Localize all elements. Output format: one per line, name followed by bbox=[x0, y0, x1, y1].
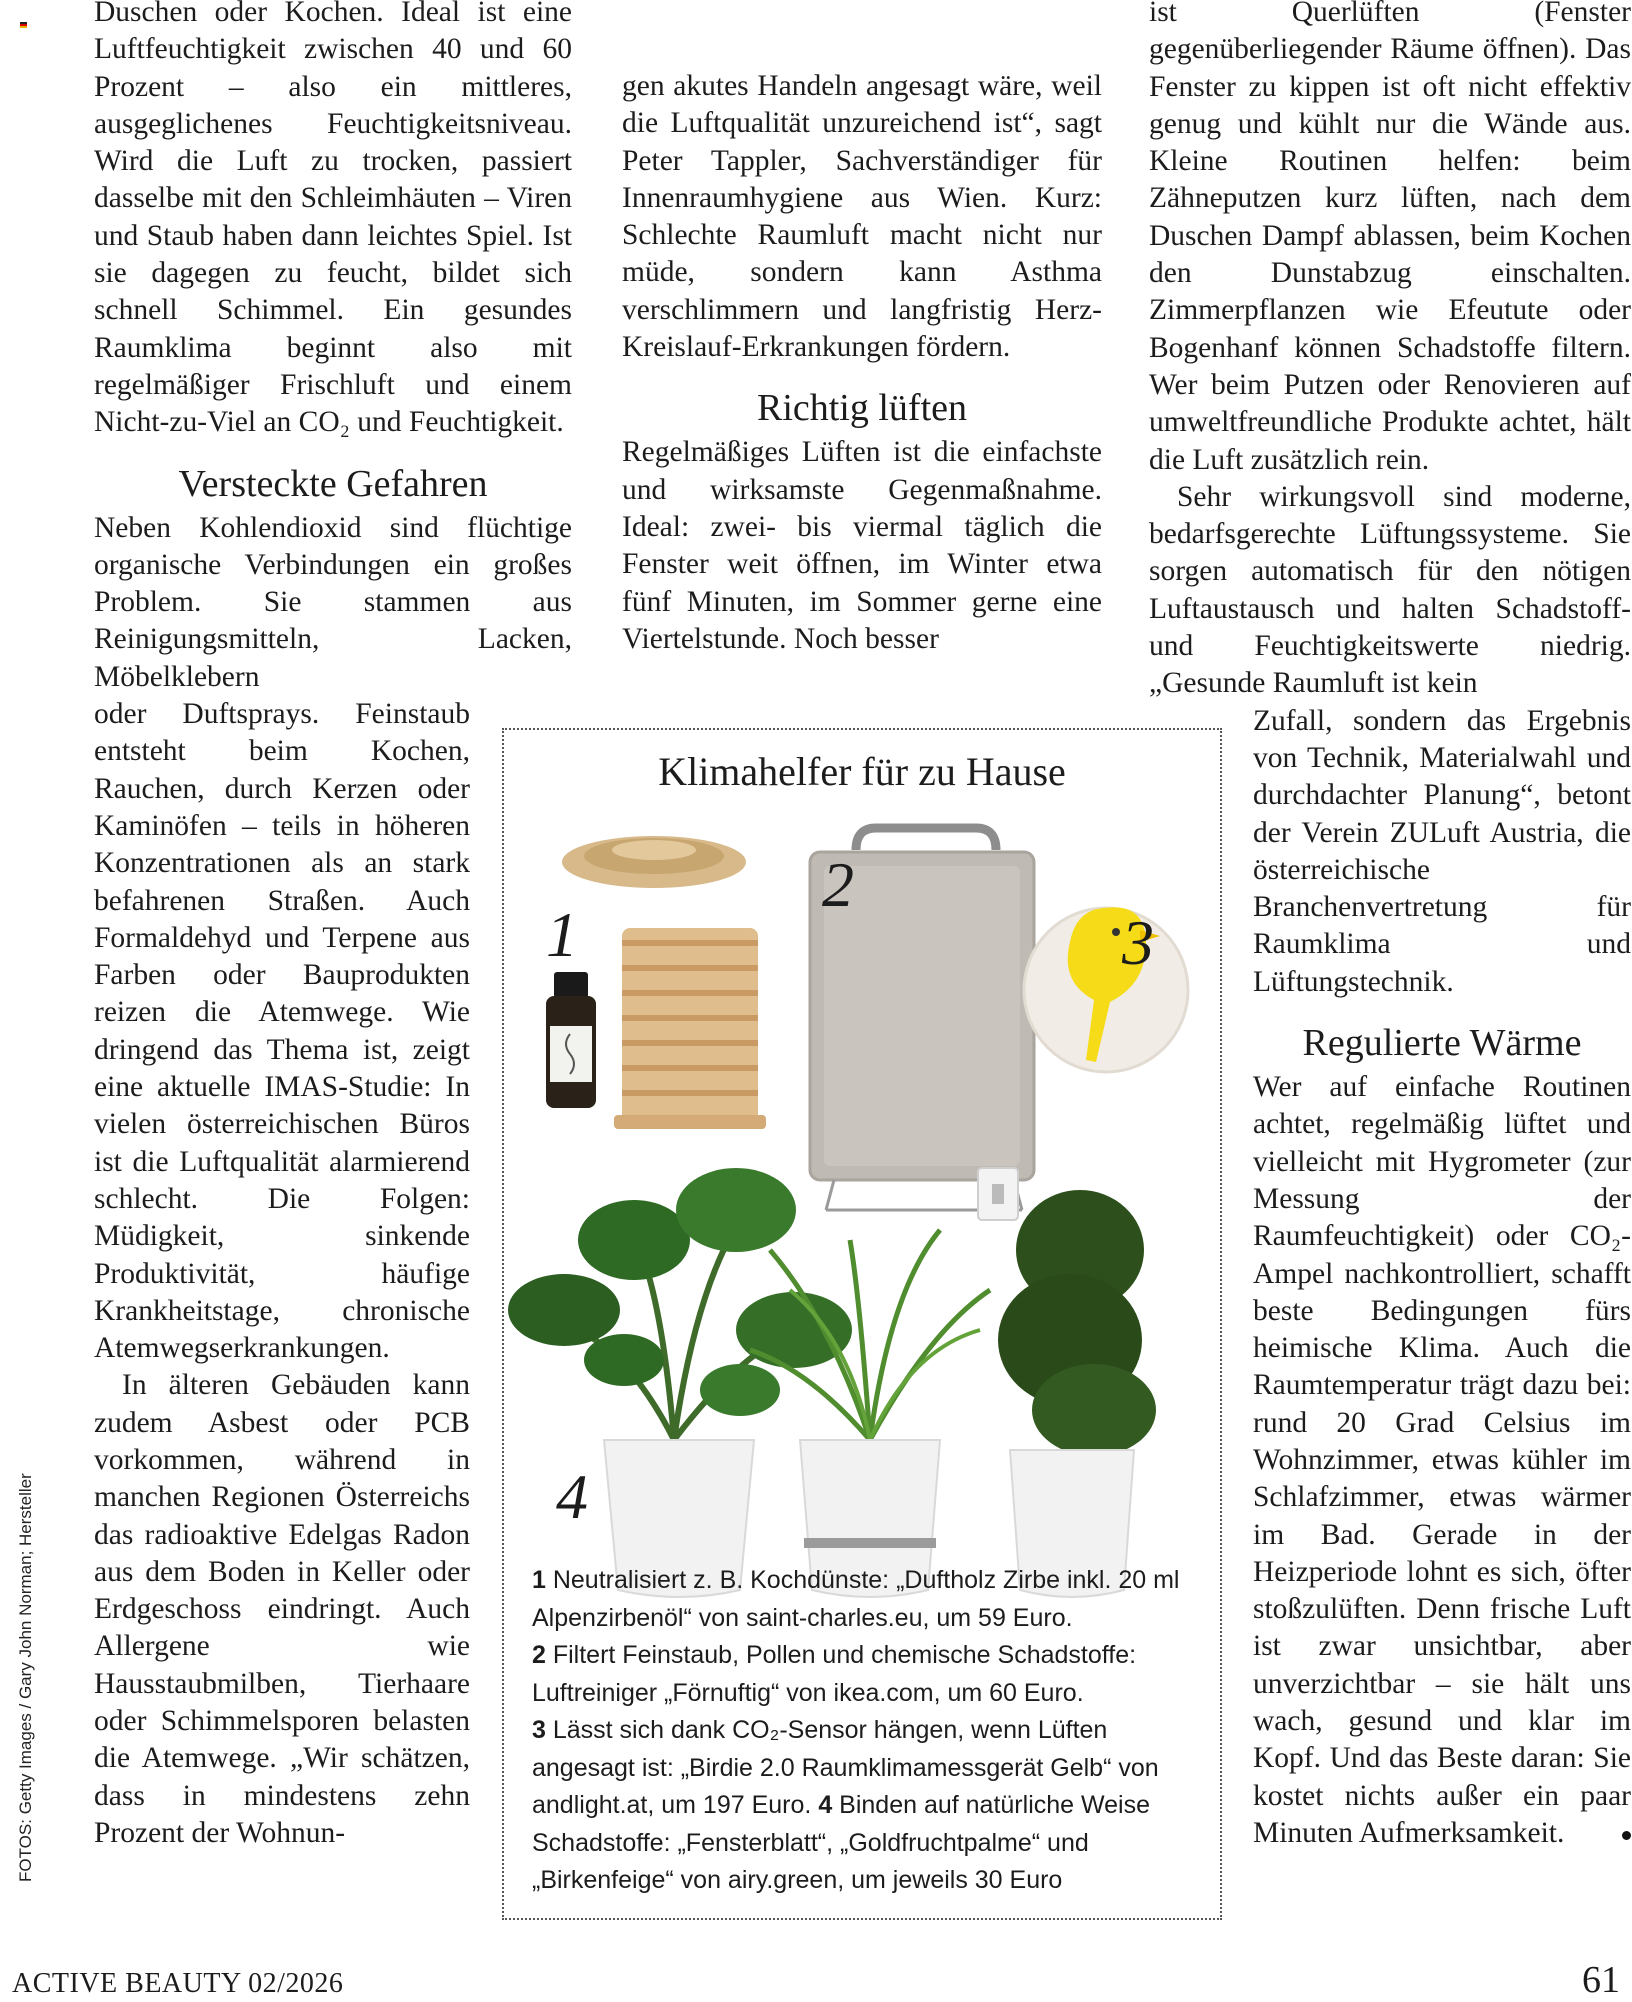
product-illustration bbox=[504, 800, 1220, 1600]
paragraph: In älteren Gebäuden kann zudem Asbest oder PCB vorkommen, während in manchen Regionen Österreichs das radioaktive Edelgas Radon aus dem Boden in Keller oder Erdgeschoss eindringt. Auch Allergene wie Hausstaubmilben, Tierhaare oder Schimmelsporen belasten die Atemwege. „Wir schätzen, dass in mindestens zehn Prozent der Wohnun- bbox=[94, 1369, 470, 1849]
paragraph: gen akutes Handeln angesagt wäre, weil die Luftqualität unzureichend ist“, sagt Peter Tappler, Sachverständiger für Innenraumhygiene aus Wien. Kurz: Schlechte Raumluft macht nicht nur müde, sondern kann Asthma verschlimmern und langfristig Herz-Kreislauf-Erkrankungen fördern. bbox=[622, 70, 1102, 364]
column-left bbox=[94, 0, 572, 1852]
magazine-issue: ACTIVE BEAUTY 02/2026 bbox=[12, 1968, 344, 1999]
flag-mark bbox=[20, 22, 27, 28]
caption-3: Lässt sich dank CO₂-Sensor hängen, wenn Lüften angesagt ist: „Birdie 2.0 Raumklimamessgerät Gelb“ von andlight.at, um 197 Euro. bbox=[532, 1716, 1159, 1819]
wood-shavings-icon bbox=[562, 836, 746, 888]
paragraph-text: Wer auf einfache Routinen achtet, regelmäßig lüftet und vielleicht mit Hygrometer (zur Messung der Raumfeuchtigkeit) oder CO₂-Ampel nachkontrolliert, schafft beste Bedingungen fürs heimische Klima. Auch die Raumtemperatur trägt dazu bei: rund 20 Grad Celsius im Wohnzimmer, etwas kühler im Schlafzimmer, etwas wärmer im Bad. Gerade in der Heizperiode lohnt es sich, öfter stoßzulüften. Denn frische Luft ist zwar unsichtbar, aber unverzichtbar – sie hält uns wach, gesund und klar im Kopf. Und das Beste daran: Sie kostet nichts außer ein paar Minuten Aufmerksamkeit. bbox=[1253, 1071, 1631, 1849]
wooden-holder-icon bbox=[614, 928, 766, 1129]
caption-number: 1 bbox=[532, 1566, 546, 1594]
info-box bbox=[502, 728, 1222, 1920]
caption-1: Neutralisiert z. B. Kochdünste: „Duftholz Zirbe inkl. 20 ml Alpenzirbenöl“ von saint-charles.eu, um 59 Euro. bbox=[532, 1566, 1180, 1632]
paragraph: oder Duftsprays. Feinstaub entsteht beim Kochen, Rauchen, durch Kerzen oder Kaminöfen – teils in höheren Konzentrationen als an stark befahrenen Straßen. Auch Formaldehyd und Terpene aus Farben oder Bauprodukten reizen die Atemwege. Wie dringend das Thema ist, zeigt eine aktuelle IMAS-Studie: In vielen österreichischen Büros ist die Luftqualität alarmierend schlecht. Die Folgen: Müdigkeit, sinkende Produktivität, häufige Krankheitstage, chronische Atemwegserkrankungen. bbox=[94, 698, 470, 1365]
column-middle bbox=[622, 68, 1102, 658]
paragraph: Neben Kohlendioxid sind flüchtige organische Verbindungen ein großes Problem. Sie stammen aus Reinigungsmitteln, Lacken, Möbelklebern bbox=[94, 511, 572, 693]
end-mark bbox=[1622, 1831, 1631, 1840]
product-number-3: 3 bbox=[1122, 907, 1154, 978]
paragraph: Duschen oder Kochen. Ideal ist eine Luftfeuchtigkeit zwischen 40 und 60 Prozent – also ein mittleres, ausgeglichenes Feuchtigkeitsniveau. Wird die Luft zu trocken, passiert dasselbe mit den Schleimhäuten – Viren und Staub haben dann leichtes Spiel. Ist sie dagegen zu feucht, bildet sich schnell Schimmel. Ein gesundes Raumklima beginnt also mit regelmäßiger Frischluft und einem Nicht-zu-Viel an CO₂ und Feuchtigkeit. bbox=[94, 0, 572, 439]
hygrometer-icon bbox=[978, 1168, 1018, 1220]
paragraph: Regelmäßiges Lüften ist die einfachste und wirksamste Gegenmaßnahme. Ideal: zwei- bis viermal täglich die Fenster weit öffnen, im Winter etwa fünf Minuten, im Sommer gerne eine Viertelstunde. Noch besser bbox=[622, 436, 1102, 655]
paragraph: ist Querlüften (Fenster gegenüberliegender Räume öffnen). Das Fenster zu kippen ist oft nicht effektiv genug und kühlt nur die Wände aus. Kleine Routinen helfen: beim Zähneputzen kurz lüften, nach dem Duschen Dampf ablassen, beim Kochen den Dunstabzug einschalten. Zimmerpflanzen wie Efeutute oder Bogenhanf können Schadstoffe filtern. Wer beim Putzen oder Renovieren auf umweltfreundliche Produkte achtet, hält die Luft zusätzlich rein. bbox=[1149, 0, 1631, 476]
plant-ficus-icon bbox=[998, 1190, 1156, 1597]
heading-versteckte-gefahren: Versteckte Gefahren bbox=[178, 462, 488, 505]
page-number: 61 bbox=[1582, 1959, 1620, 2001]
caption-number: 3 bbox=[532, 1716, 546, 1744]
product-number-4: 4 bbox=[556, 1461, 588, 1532]
box-title: Klimahelfer für zu Hause bbox=[658, 749, 1066, 794]
product-number-1: 1 bbox=[546, 899, 578, 970]
plant-palm-icon bbox=[750, 1230, 990, 1597]
heading-regulierte-waerme: Regulierte Wärme bbox=[1302, 1022, 1582, 1065]
paragraph: Zufall, sondern das Ergebnis von Technik, Materialwahl und durchdachter Planung“, betont der Verein ZULuft Austria, die österreichische Branchenvertretung für Raumklima und Lüftungstechnik. bbox=[1253, 704, 1631, 998]
captions bbox=[532, 1562, 1208, 1900]
photo-credit: FOTOS: Getty Images / Gary John Norman; Hersteller bbox=[16, 1473, 35, 1882]
caption-2: Filtert Feinstaub, Pollen und chemische Schadstoffe: Luftreiniger „Förnuftig“ von ikea.com, um 60 Euro. bbox=[532, 1641, 1137, 1707]
caption-4: Binden auf natürliche Weise Schadstoffe: „Fensterblatt“, „Goldfruchtpalme“ und „Birkenfeige“ von airy.green, um jeweils 30 Euro bbox=[532, 1791, 1151, 1894]
heading-richtig-lueften: Richtig lüften bbox=[756, 387, 968, 430]
oil-bottle-icon bbox=[546, 972, 596, 1108]
product-number-2: 2 bbox=[822, 849, 854, 920]
paragraph bbox=[1253, 1069, 1631, 1852]
caption-number: 2 bbox=[532, 1641, 546, 1669]
co2-sensor-bird-icon bbox=[1024, 907, 1188, 1072]
paragraph: Sehr wirkungsvoll sind moderne, bedarfsgerechte Lüftungssysteme. Sie sorgen automatisch für den nötigen Luftaustausch und halten Schadstoff- und Feuchtigkeitswerte niedrig. „Gesunde Raumluft ist kein bbox=[1149, 480, 1631, 700]
caption-number: 4 bbox=[818, 1791, 833, 1819]
